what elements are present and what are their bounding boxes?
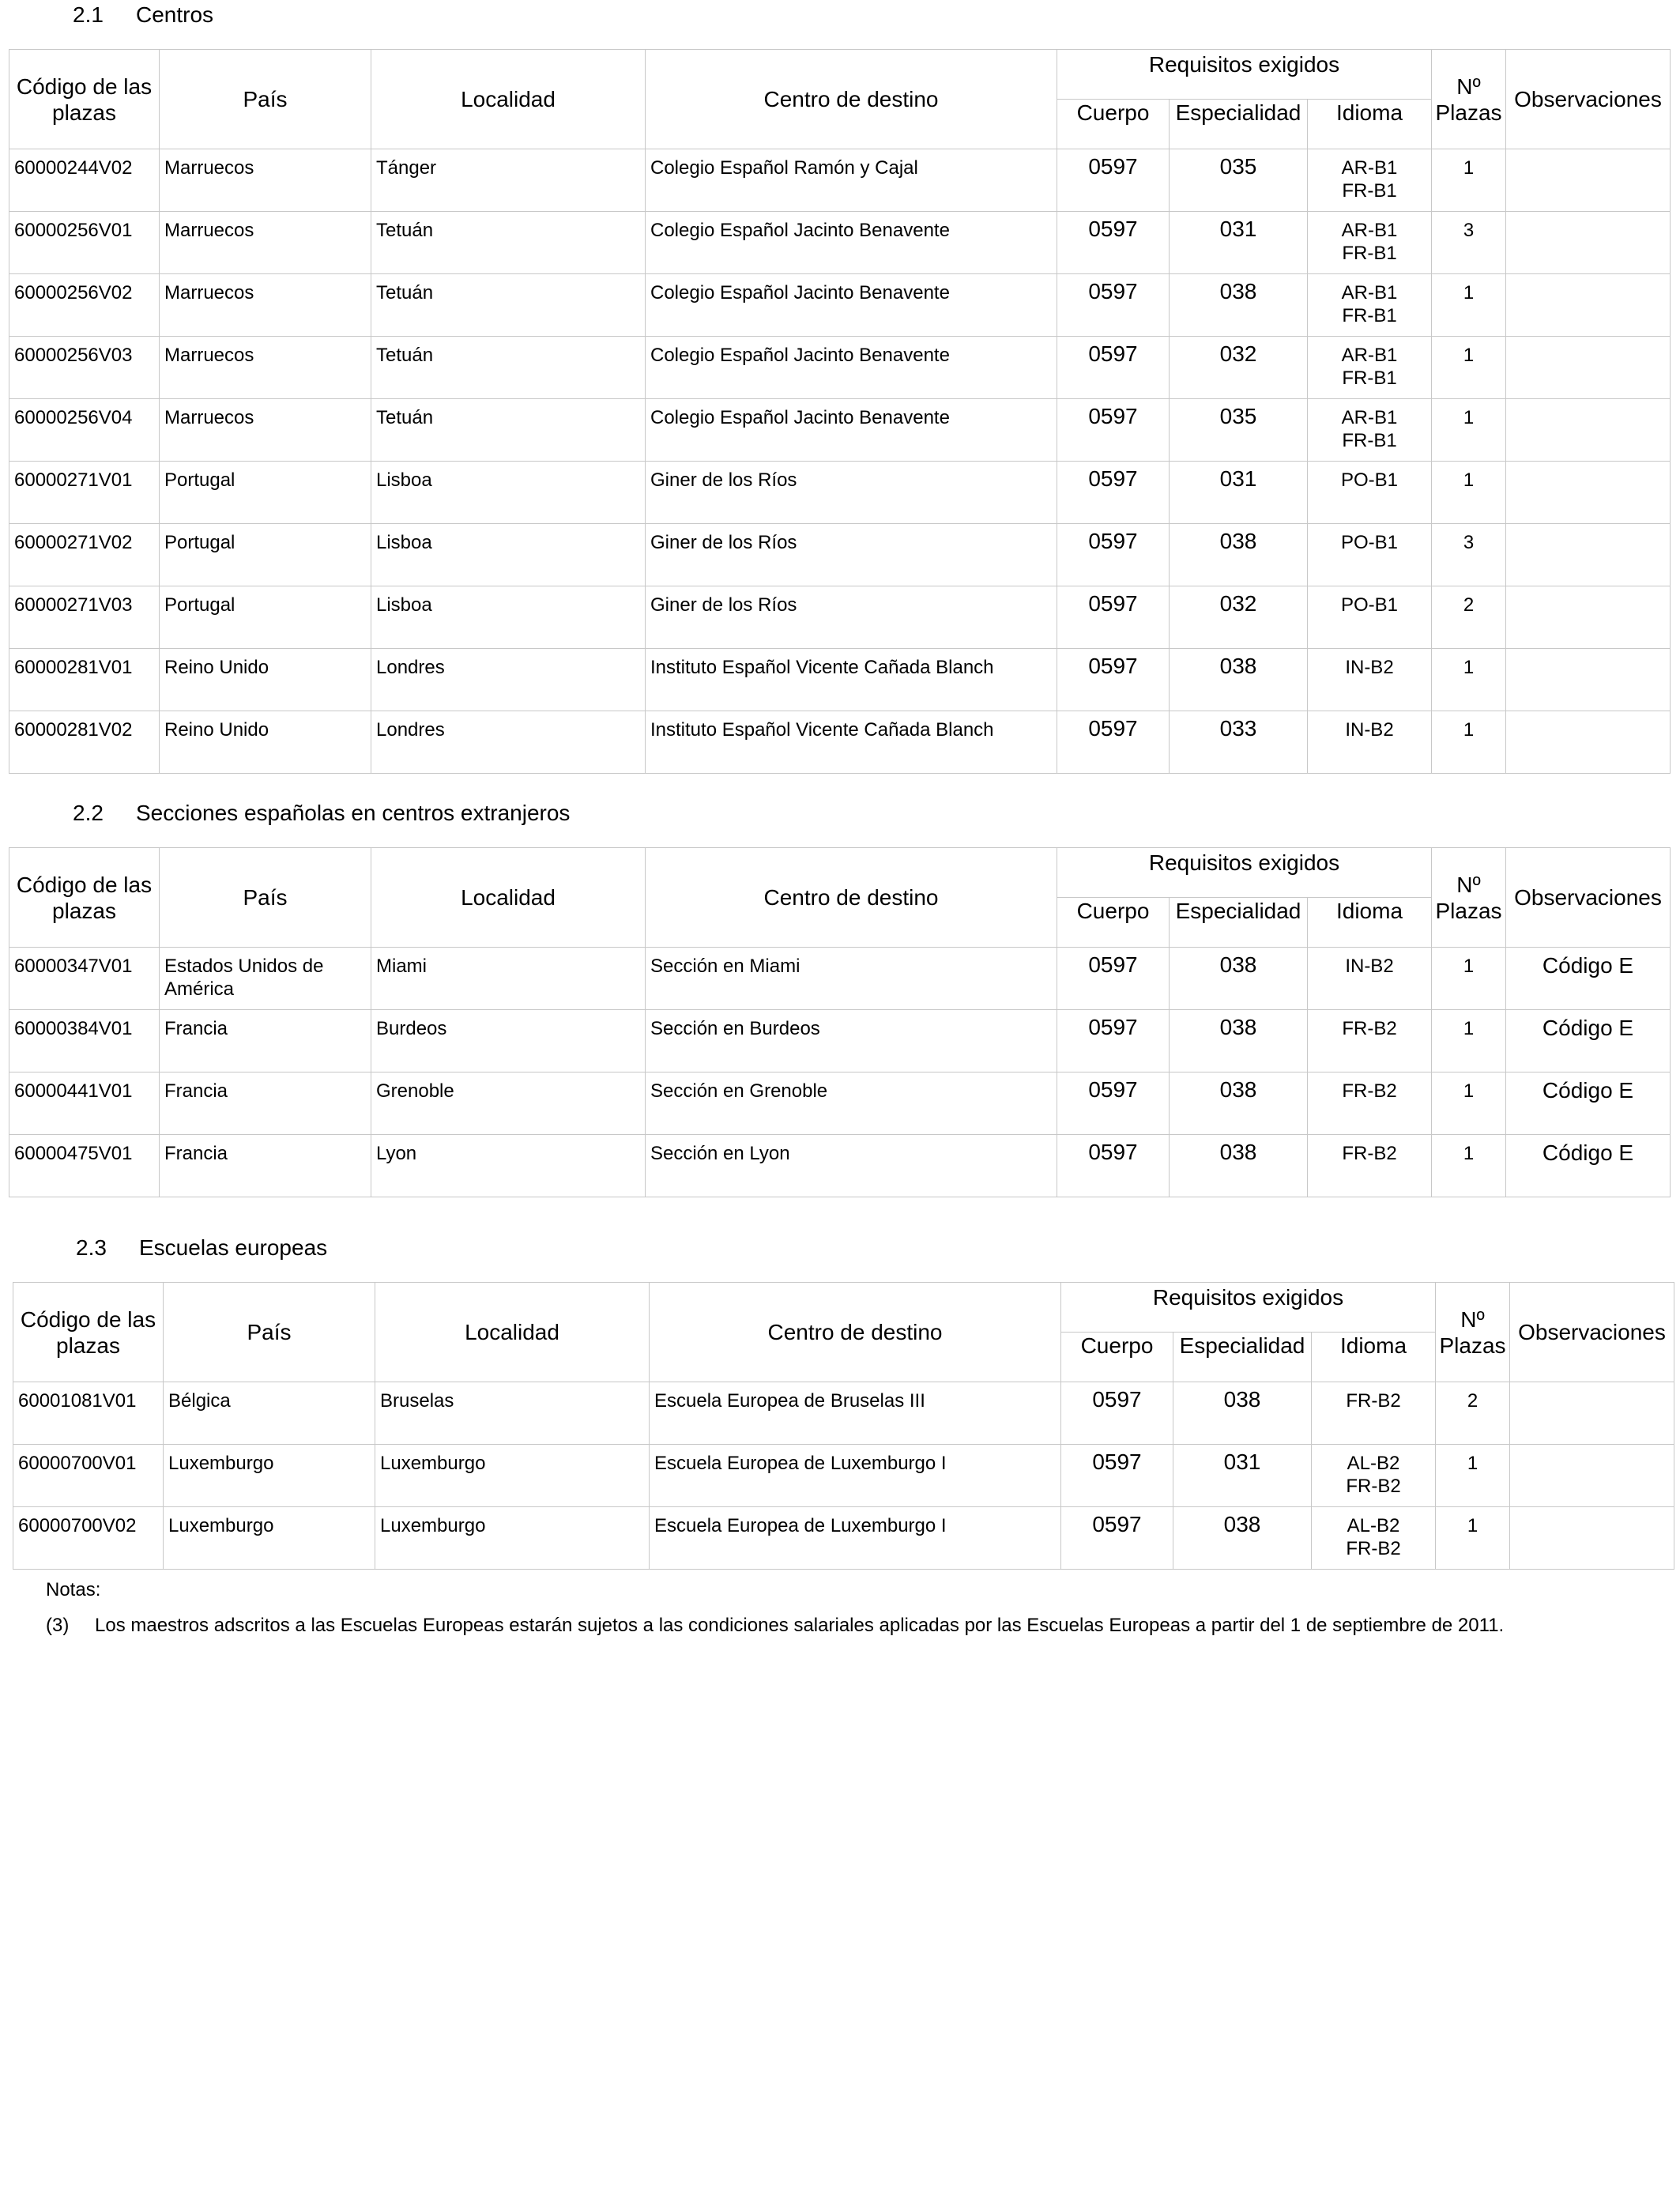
cell-plazas: 1 bbox=[1432, 1010, 1506, 1072]
cell-especialidad: 031 bbox=[1173, 1445, 1312, 1507]
cell-idioma: FR-B2 bbox=[1308, 1135, 1432, 1197]
cell-plazas: 2 bbox=[1432, 586, 1506, 649]
cell-localidad: Bruselas bbox=[375, 1382, 650, 1445]
cell-localidad: Tetuán bbox=[371, 274, 646, 337]
section-number: 2.2 bbox=[73, 801, 104, 825]
table-row bbox=[9, 711, 1671, 774]
cell-pais: Luxemburgo bbox=[164, 1445, 375, 1507]
table-secciones bbox=[9, 847, 1671, 1197]
table-body bbox=[13, 1382, 1674, 1570]
cell-plazas: 1 bbox=[1432, 1135, 1506, 1197]
cell-localidad: Luxemburgo bbox=[375, 1507, 650, 1570]
cell-codigo: 60000441V01 bbox=[9, 1072, 160, 1135]
cell-localidad: Tetuán bbox=[371, 337, 646, 399]
cell-especialidad: 038 bbox=[1170, 649, 1308, 711]
table-header bbox=[9, 848, 1671, 948]
header-codigo: Código de las plazas bbox=[9, 848, 160, 948]
cell-observaciones bbox=[1510, 1507, 1674, 1570]
cell-localidad: Lisboa bbox=[371, 586, 646, 649]
cell-cuerpo: 0597 bbox=[1057, 711, 1170, 774]
cell-centro: Escuela Europea de Luxemburgo I bbox=[650, 1507, 1061, 1570]
cell-especialidad: 033 bbox=[1170, 711, 1308, 774]
cell-pais: Marruecos bbox=[160, 149, 371, 212]
table-row bbox=[9, 948, 1671, 1010]
cell-idioma: FR-B2 bbox=[1308, 1010, 1432, 1072]
cell-idioma: FR-B2 bbox=[1312, 1382, 1436, 1445]
table-row bbox=[9, 1135, 1671, 1197]
header-plazas: Nº Plazas bbox=[1432, 848, 1506, 948]
cell-especialidad: 032 bbox=[1170, 586, 1308, 649]
cell-especialidad: 038 bbox=[1170, 524, 1308, 586]
cell-plazas: 1 bbox=[1432, 948, 1506, 1010]
header-especialidad: Especialidad bbox=[1173, 1333, 1312, 1382]
cell-pais: Francia bbox=[160, 1072, 371, 1135]
header-observaciones: Observaciones bbox=[1506, 848, 1671, 948]
cell-observaciones bbox=[1506, 462, 1671, 524]
header-idioma: Idioma bbox=[1312, 1333, 1436, 1382]
cell-localidad: Lyon bbox=[371, 1135, 646, 1197]
cell-cuerpo: 0597 bbox=[1057, 149, 1170, 212]
cell-pais: Luxemburgo bbox=[164, 1507, 375, 1570]
cell-cuerpo: 0597 bbox=[1061, 1507, 1173, 1570]
cell-plazas: 3 bbox=[1432, 212, 1506, 274]
cell-pais: Marruecos bbox=[160, 399, 371, 462]
cell-codigo: 60001081V01 bbox=[13, 1382, 164, 1445]
cell-cuerpo: 0597 bbox=[1057, 212, 1170, 274]
cell-centro: Instituto Español Vicente Cañada Blanch bbox=[646, 649, 1057, 711]
cell-idioma: PO-B1 bbox=[1308, 462, 1432, 524]
table-row bbox=[13, 1507, 1674, 1570]
cell-especialidad: 038 bbox=[1170, 1135, 1308, 1197]
cell-cuerpo: 0597 bbox=[1057, 1010, 1170, 1072]
header-especialidad: Especialidad bbox=[1170, 898, 1308, 948]
cell-centro: Giner de los Ríos bbox=[646, 586, 1057, 649]
header-centro: Centro de destino bbox=[646, 848, 1057, 948]
cell-localidad: Luxemburgo bbox=[375, 1445, 650, 1507]
cell-observaciones: Código E bbox=[1506, 1135, 1671, 1197]
cell-observaciones bbox=[1506, 274, 1671, 337]
cell-pais: Francia bbox=[160, 1135, 371, 1197]
cell-codigo: 60000256V02 bbox=[9, 274, 160, 337]
header-cuerpo: Cuerpo bbox=[1057, 100, 1170, 149]
cell-observaciones bbox=[1506, 399, 1671, 462]
cell-localidad: Londres bbox=[371, 649, 646, 711]
section-title: Centros bbox=[136, 2, 214, 27]
header-cuerpo: Cuerpo bbox=[1061, 1333, 1173, 1382]
cell-observaciones bbox=[1506, 649, 1671, 711]
table-body bbox=[9, 149, 1671, 774]
header-requisitos: Requisitos exigidos bbox=[1061, 1283, 1436, 1333]
cell-plazas: 1 bbox=[1432, 399, 1506, 462]
cell-especialidad: 038 bbox=[1170, 1010, 1308, 1072]
cell-cuerpo: 0597 bbox=[1057, 586, 1170, 649]
cell-localidad: Tetuán bbox=[371, 212, 646, 274]
cell-pais: Reino Unido bbox=[160, 711, 371, 774]
table-row bbox=[9, 399, 1671, 462]
cell-observaciones bbox=[1506, 212, 1671, 274]
header-pais: País bbox=[160, 50, 371, 149]
cell-especialidad: 035 bbox=[1170, 149, 1308, 212]
cell-codigo: 60000271V02 bbox=[9, 524, 160, 586]
table-row bbox=[9, 462, 1671, 524]
cell-centro: Giner de los Ríos bbox=[646, 462, 1057, 524]
cell-plazas: 1 bbox=[1436, 1507, 1510, 1570]
cell-especialidad: 031 bbox=[1170, 462, 1308, 524]
header-observaciones: Observaciones bbox=[1510, 1283, 1674, 1382]
cell-pais: Portugal bbox=[160, 462, 371, 524]
cell-cuerpo: 0597 bbox=[1057, 948, 1170, 1010]
section-heading-centros bbox=[73, 2, 213, 28]
note-text: Los maestros adscritos a las Escuelas Europeas estarán sujetos a las condiciones salariales aplicadas por las Escuelas Europeas a partir del 1 de septiembre de 2011. bbox=[95, 1615, 1505, 1636]
table-header bbox=[13, 1283, 1674, 1382]
cell-pais: Portugal bbox=[160, 586, 371, 649]
header-cuerpo: Cuerpo bbox=[1057, 898, 1170, 948]
section-heading-escuelas bbox=[76, 1235, 327, 1261]
header-observaciones: Observaciones bbox=[1506, 50, 1671, 149]
cell-especialidad: 032 bbox=[1170, 337, 1308, 399]
section-title: Secciones españolas en centros extranjeros bbox=[136, 801, 571, 825]
section-number: 2.1 bbox=[73, 2, 104, 27]
cell-centro: Colegio Español Jacinto Benavente bbox=[646, 399, 1057, 462]
cell-codigo: 60000244V02 bbox=[9, 149, 160, 212]
header-especialidad: Especialidad bbox=[1170, 100, 1308, 149]
header-codigo: Código de las plazas bbox=[13, 1283, 164, 1382]
cell-centro: Giner de los Ríos bbox=[646, 524, 1057, 586]
cell-cuerpo: 0597 bbox=[1057, 337, 1170, 399]
table-row bbox=[9, 586, 1671, 649]
cell-codigo: 60000281V01 bbox=[9, 649, 160, 711]
cell-cuerpo: 0597 bbox=[1057, 462, 1170, 524]
cell-especialidad: 038 bbox=[1170, 1072, 1308, 1135]
cell-localidad: Lisboa bbox=[371, 524, 646, 586]
cell-centro: Colegio Español Ramón y Cajal bbox=[646, 149, 1057, 212]
cell-observaciones bbox=[1506, 524, 1671, 586]
table-header bbox=[9, 50, 1671, 149]
section-heading-secciones bbox=[73, 800, 570, 827]
cell-observaciones: Código E bbox=[1506, 1072, 1671, 1135]
header-centro: Centro de destino bbox=[650, 1283, 1061, 1382]
cell-localidad: Lisboa bbox=[371, 462, 646, 524]
cell-plazas: 2 bbox=[1436, 1382, 1510, 1445]
table-row bbox=[9, 149, 1671, 212]
cell-localidad: Miami bbox=[371, 948, 646, 1010]
cell-pais: Marruecos bbox=[160, 337, 371, 399]
cell-idioma: IN-B2 bbox=[1308, 711, 1432, 774]
cell-centro: Colegio Español Jacinto Benavente bbox=[646, 337, 1057, 399]
header-pais: País bbox=[160, 848, 371, 948]
cell-centro: Escuela Europea de Luxemburgo I bbox=[650, 1445, 1061, 1507]
cell-idioma: AR-B1 FR-B1 bbox=[1308, 149, 1432, 212]
cell-plazas: 1 bbox=[1436, 1445, 1510, 1507]
cell-idioma: AR-B1 FR-B1 bbox=[1308, 274, 1432, 337]
table-row bbox=[9, 274, 1671, 337]
cell-observaciones bbox=[1506, 337, 1671, 399]
cell-observaciones bbox=[1506, 586, 1671, 649]
cell-codigo: 60000384V01 bbox=[9, 1010, 160, 1072]
cell-centro: Colegio Español Jacinto Benavente bbox=[646, 212, 1057, 274]
header-idioma: Idioma bbox=[1308, 898, 1432, 948]
table-row bbox=[9, 1072, 1671, 1135]
cell-localidad: Grenoble bbox=[371, 1072, 646, 1135]
cell-idioma: FR-B2 bbox=[1308, 1072, 1432, 1135]
cell-plazas: 1 bbox=[1432, 149, 1506, 212]
cell-plazas: 1 bbox=[1432, 462, 1506, 524]
cell-centro: Sección en Grenoble bbox=[646, 1072, 1057, 1135]
cell-observaciones: Código E bbox=[1506, 948, 1671, 1010]
notes-label: Notas: bbox=[46, 1579, 101, 1600]
cell-pais: Reino Unido bbox=[160, 649, 371, 711]
header-pais: País bbox=[164, 1283, 375, 1382]
header-localidad: Localidad bbox=[371, 50, 646, 149]
cell-plazas: 3 bbox=[1432, 524, 1506, 586]
header-requisitos: Requisitos exigidos bbox=[1057, 50, 1432, 100]
cell-localidad: Tetuán bbox=[371, 399, 646, 462]
cell-pais: Estados Unidos de América bbox=[160, 948, 371, 1010]
cell-centro: Sección en Burdeos bbox=[646, 1010, 1057, 1072]
cell-plazas: 1 bbox=[1432, 274, 1506, 337]
cell-codigo: 60000256V04 bbox=[9, 399, 160, 462]
cell-centro: Sección en Lyon bbox=[646, 1135, 1057, 1197]
cell-plazas: 1 bbox=[1432, 1072, 1506, 1135]
cell-especialidad: 038 bbox=[1170, 274, 1308, 337]
cell-localidad: Burdeos bbox=[371, 1010, 646, 1072]
table-body bbox=[9, 948, 1671, 1197]
table-row bbox=[13, 1382, 1674, 1445]
cell-pais: Francia bbox=[160, 1010, 371, 1072]
cell-cuerpo: 0597 bbox=[1057, 399, 1170, 462]
cell-observaciones bbox=[1510, 1382, 1674, 1445]
header-localidad: Localidad bbox=[371, 848, 646, 948]
cell-plazas: 1 bbox=[1432, 711, 1506, 774]
cell-especialidad: 038 bbox=[1173, 1382, 1312, 1445]
cell-idioma: PO-B1 bbox=[1308, 524, 1432, 586]
cell-especialidad: 035 bbox=[1170, 399, 1308, 462]
cell-idioma: AL-B2 FR-B2 bbox=[1312, 1445, 1436, 1507]
cell-plazas: 1 bbox=[1432, 337, 1506, 399]
cell-idioma: AR-B1 FR-B1 bbox=[1308, 399, 1432, 462]
cell-localidad: Tánger bbox=[371, 149, 646, 212]
cell-centro: Sección en Miami bbox=[646, 948, 1057, 1010]
cell-codigo: 60000256V01 bbox=[9, 212, 160, 274]
cell-centro: Escuela Europea de Bruselas III bbox=[650, 1382, 1061, 1445]
cell-observaciones bbox=[1506, 711, 1671, 774]
cell-cuerpo: 0597 bbox=[1057, 274, 1170, 337]
cell-idioma: AR-B1 FR-B1 bbox=[1308, 337, 1432, 399]
cell-centro: Colegio Español Jacinto Benavente bbox=[646, 274, 1057, 337]
cell-especialidad: 038 bbox=[1173, 1507, 1312, 1570]
table-row bbox=[13, 1445, 1674, 1507]
cell-idioma: PO-B1 bbox=[1308, 586, 1432, 649]
header-localidad: Localidad bbox=[375, 1283, 650, 1382]
cell-idioma: AR-B1 FR-B1 bbox=[1308, 212, 1432, 274]
header-idioma: Idioma bbox=[1308, 100, 1432, 149]
cell-localidad: Londres bbox=[371, 711, 646, 774]
cell-plazas: 1 bbox=[1432, 649, 1506, 711]
cell-codigo: 60000700V02 bbox=[13, 1507, 164, 1570]
cell-cuerpo: 0597 bbox=[1057, 1135, 1170, 1197]
cell-cuerpo: 0597 bbox=[1057, 649, 1170, 711]
cell-cuerpo: 0597 bbox=[1061, 1382, 1173, 1445]
cell-observaciones bbox=[1510, 1445, 1674, 1507]
cell-centro: Instituto Español Vicente Cañada Blanch bbox=[646, 711, 1057, 774]
cell-codigo: 60000347V01 bbox=[9, 948, 160, 1010]
table-row bbox=[9, 1010, 1671, 1072]
cell-idioma: AL-B2 FR-B2 bbox=[1312, 1507, 1436, 1570]
table-row bbox=[9, 524, 1671, 586]
table-centros bbox=[9, 49, 1671, 774]
cell-especialidad: 031 bbox=[1170, 212, 1308, 274]
cell-codigo: 60000475V01 bbox=[9, 1135, 160, 1197]
header-plazas: Nº Plazas bbox=[1436, 1283, 1510, 1382]
section-title: Escuelas europeas bbox=[139, 1235, 328, 1260]
table-row bbox=[9, 212, 1671, 274]
cell-cuerpo: 0597 bbox=[1057, 1072, 1170, 1135]
cell-codigo: 60000700V01 bbox=[13, 1445, 164, 1507]
table-row bbox=[9, 337, 1671, 399]
cell-pais: Marruecos bbox=[160, 274, 371, 337]
header-requisitos: Requisitos exigidos bbox=[1057, 848, 1432, 898]
cell-idioma: IN-B2 bbox=[1308, 948, 1432, 1010]
header-plazas: Nº Plazas bbox=[1432, 50, 1506, 149]
table-escuelas bbox=[13, 1282, 1674, 1570]
table-row bbox=[9, 649, 1671, 711]
section-number: 2.3 bbox=[76, 1235, 107, 1260]
cell-especialidad: 038 bbox=[1170, 948, 1308, 1010]
cell-codigo: 60000256V03 bbox=[9, 337, 160, 399]
note-ref: (3) bbox=[46, 1615, 70, 1636]
note-item bbox=[46, 1614, 1504, 1638]
cell-codigo: 60000271V03 bbox=[9, 586, 160, 649]
cell-codigo: 60000281V02 bbox=[9, 711, 160, 774]
cell-codigo: 60000271V01 bbox=[9, 462, 160, 524]
cell-pais: Bélgica bbox=[164, 1382, 375, 1445]
cell-observaciones: Código E bbox=[1506, 1010, 1671, 1072]
cell-cuerpo: 0597 bbox=[1057, 524, 1170, 586]
cell-idioma: IN-B2 bbox=[1308, 649, 1432, 711]
cell-observaciones bbox=[1506, 149, 1671, 212]
cell-cuerpo: 0597 bbox=[1061, 1445, 1173, 1507]
header-centro: Centro de destino bbox=[646, 50, 1057, 149]
cell-pais: Marruecos bbox=[160, 212, 371, 274]
cell-pais: Portugal bbox=[160, 524, 371, 586]
header-codigo: Código de las plazas bbox=[9, 50, 160, 149]
